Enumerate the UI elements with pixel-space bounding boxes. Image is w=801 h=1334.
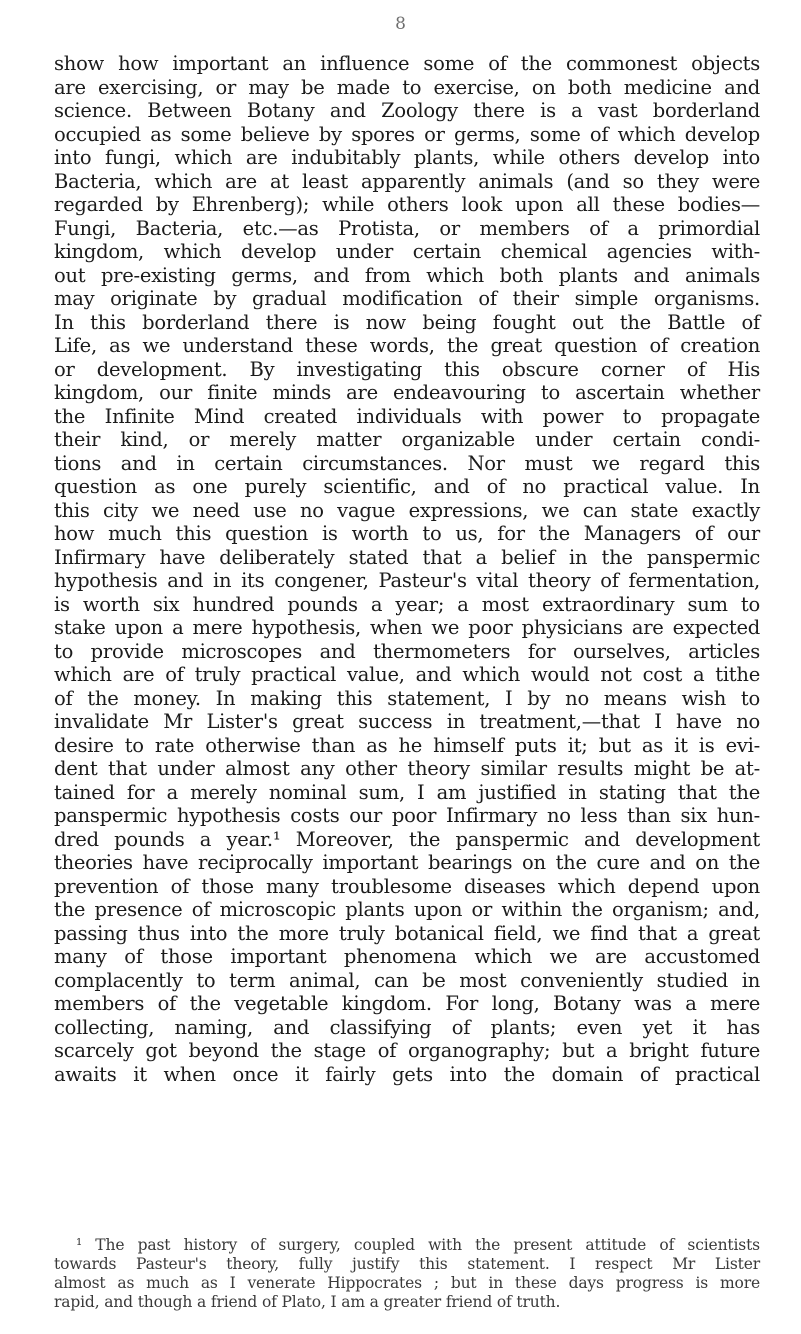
- text-line: which are of truly practical value, and which would not cost a tithe: [54, 663, 760, 686]
- text-line: awaits it when once it fairly gets into the domain of practical: [54, 1062, 760, 1086]
- text-line: theories have reciprocally important bearings on the cure and on the: [54, 851, 760, 874]
- text-line: Fungi, Bacteria, etc.—as Protista, or members of a primordial: [54, 216, 760, 240]
- text-line: the Infinite Mind created individuals with power to propagate: [54, 404, 760, 428]
- text-line: Infirmary have deliberately stated that a belief in the panspermic: [54, 545, 760, 569]
- text-line: tained for a merely nominal sum, I am justified in stating that the: [54, 780, 760, 804]
- text-line: may originate by gradual modification of their simple organisms.: [54, 287, 760, 310]
- text-line: complacently to term animal, can be most conveniently studied in: [54, 968, 760, 992]
- text-line: Bacteria, which are at least apparently animals (and so they were: [54, 169, 760, 193]
- text-line: question as one purely scientific, and of no practical value. In: [54, 475, 760, 498]
- text-line: of the money. In making this statement, I by no means wish to: [54, 686, 760, 710]
- text-line: prevention of those many troublesome diseases which depend upon: [54, 874, 760, 898]
- text-line: the presence of microscopic plants upon or within the organism; and,: [54, 898, 760, 921]
- text-line: show how important an influence some of the commonest objects: [54, 52, 760, 75]
- body-text: [54, 52, 760, 1086]
- text-line: this city we need use no vague expressions, we can state exactly: [54, 498, 760, 522]
- text-line: kingdom, which develop under certain chemical agencies with-: [54, 240, 760, 263]
- text-line: panspermic hypothesis costs our poor Infirmary no less than six hun-: [54, 804, 760, 827]
- footnote-line: almost as much as I venerate Hippocrates ; but in these days progress is more: [54, 1274, 760, 1292]
- text-line: science. Between Botany and Zoology there is a vast borderland: [54, 99, 760, 122]
- text-line: tions and in certain circumstances. Nor must we regard this: [54, 451, 760, 475]
- footnote-line: ¹ The past history of surgery, coupled with the present attitude of scientists: [76, 1236, 760, 1254]
- text-line: members of the vegetable kingdom. For long, Botany was a mere: [54, 992, 760, 1015]
- text-line: hypothesis and in its congener, Pasteur's vital theory of fermentation,: [54, 569, 760, 592]
- page-number: 8: [395, 14, 406, 34]
- text-line: kingdom, our finite minds are endeavouring to ascertain whether: [54, 381, 760, 404]
- text-line: or development. By investigating this obscure corner of His: [54, 357, 760, 381]
- text-line: into fungi, which are indubitably plants, while others develop into: [54, 146, 760, 169]
- footnote-line: towards Pasteur's theory, fully justify this statement. I respect Mr Lister: [54, 1255, 760, 1273]
- text-line: many of those important phenomena which we are accustomed: [54, 945, 760, 968]
- text-line: their kind, or merely matter organizable under certain condi-: [54, 428, 760, 451]
- text-line: Life, as we understand these words, the great question of creation: [54, 334, 760, 357]
- text-line: invalidate Mr Lister's great success in treatment,—that I have no: [54, 710, 760, 733]
- text-line: are exercising, or may be made to exercise, on both medicine and: [54, 75, 760, 99]
- text-line: regarded by Ehrenberg); while others look upon all these bodies—: [54, 193, 760, 216]
- text-line: occupied as some believe by spores or germs, some of which develop: [54, 122, 760, 146]
- text-line: how much this question is worth to us, for the Managers of our: [54, 522, 760, 545]
- text-line: dent that under almost any other theory similar results might be at-: [54, 757, 760, 780]
- footnote: [54, 1236, 760, 1312]
- text-line: dred pounds a year.¹ Moreover, the panspermic and development: [54, 827, 760, 851]
- text-line: collecting, naming, and classifying of plants; even yet it has: [54, 1015, 760, 1039]
- text-line: stake upon a mere hypothesis, when we poor physicians are expected: [54, 616, 760, 639]
- text-line: scarcely got beyond the stage of organography; but a bright future: [54, 1039, 760, 1062]
- text-line: is worth six hundred pounds a year; a most extraordinary sum to: [54, 592, 760, 616]
- text-line: In this borderland there is now being fought out the Battle of: [54, 310, 760, 334]
- text-line: to provide microscopes and thermometers for ourselves, articles: [54, 639, 760, 663]
- text-line: passing thus into the more truly botanical field, we find that a great: [54, 921, 760, 945]
- text-line: out pre-existing germs, and from which both plants and animals: [54, 263, 760, 287]
- footnote-line: rapid, and though a friend of Plato, I am a greater friend of truth.: [54, 1293, 561, 1311]
- text-line: desire to rate otherwise than as he himself puts it; but as it is evi-: [54, 733, 760, 757]
